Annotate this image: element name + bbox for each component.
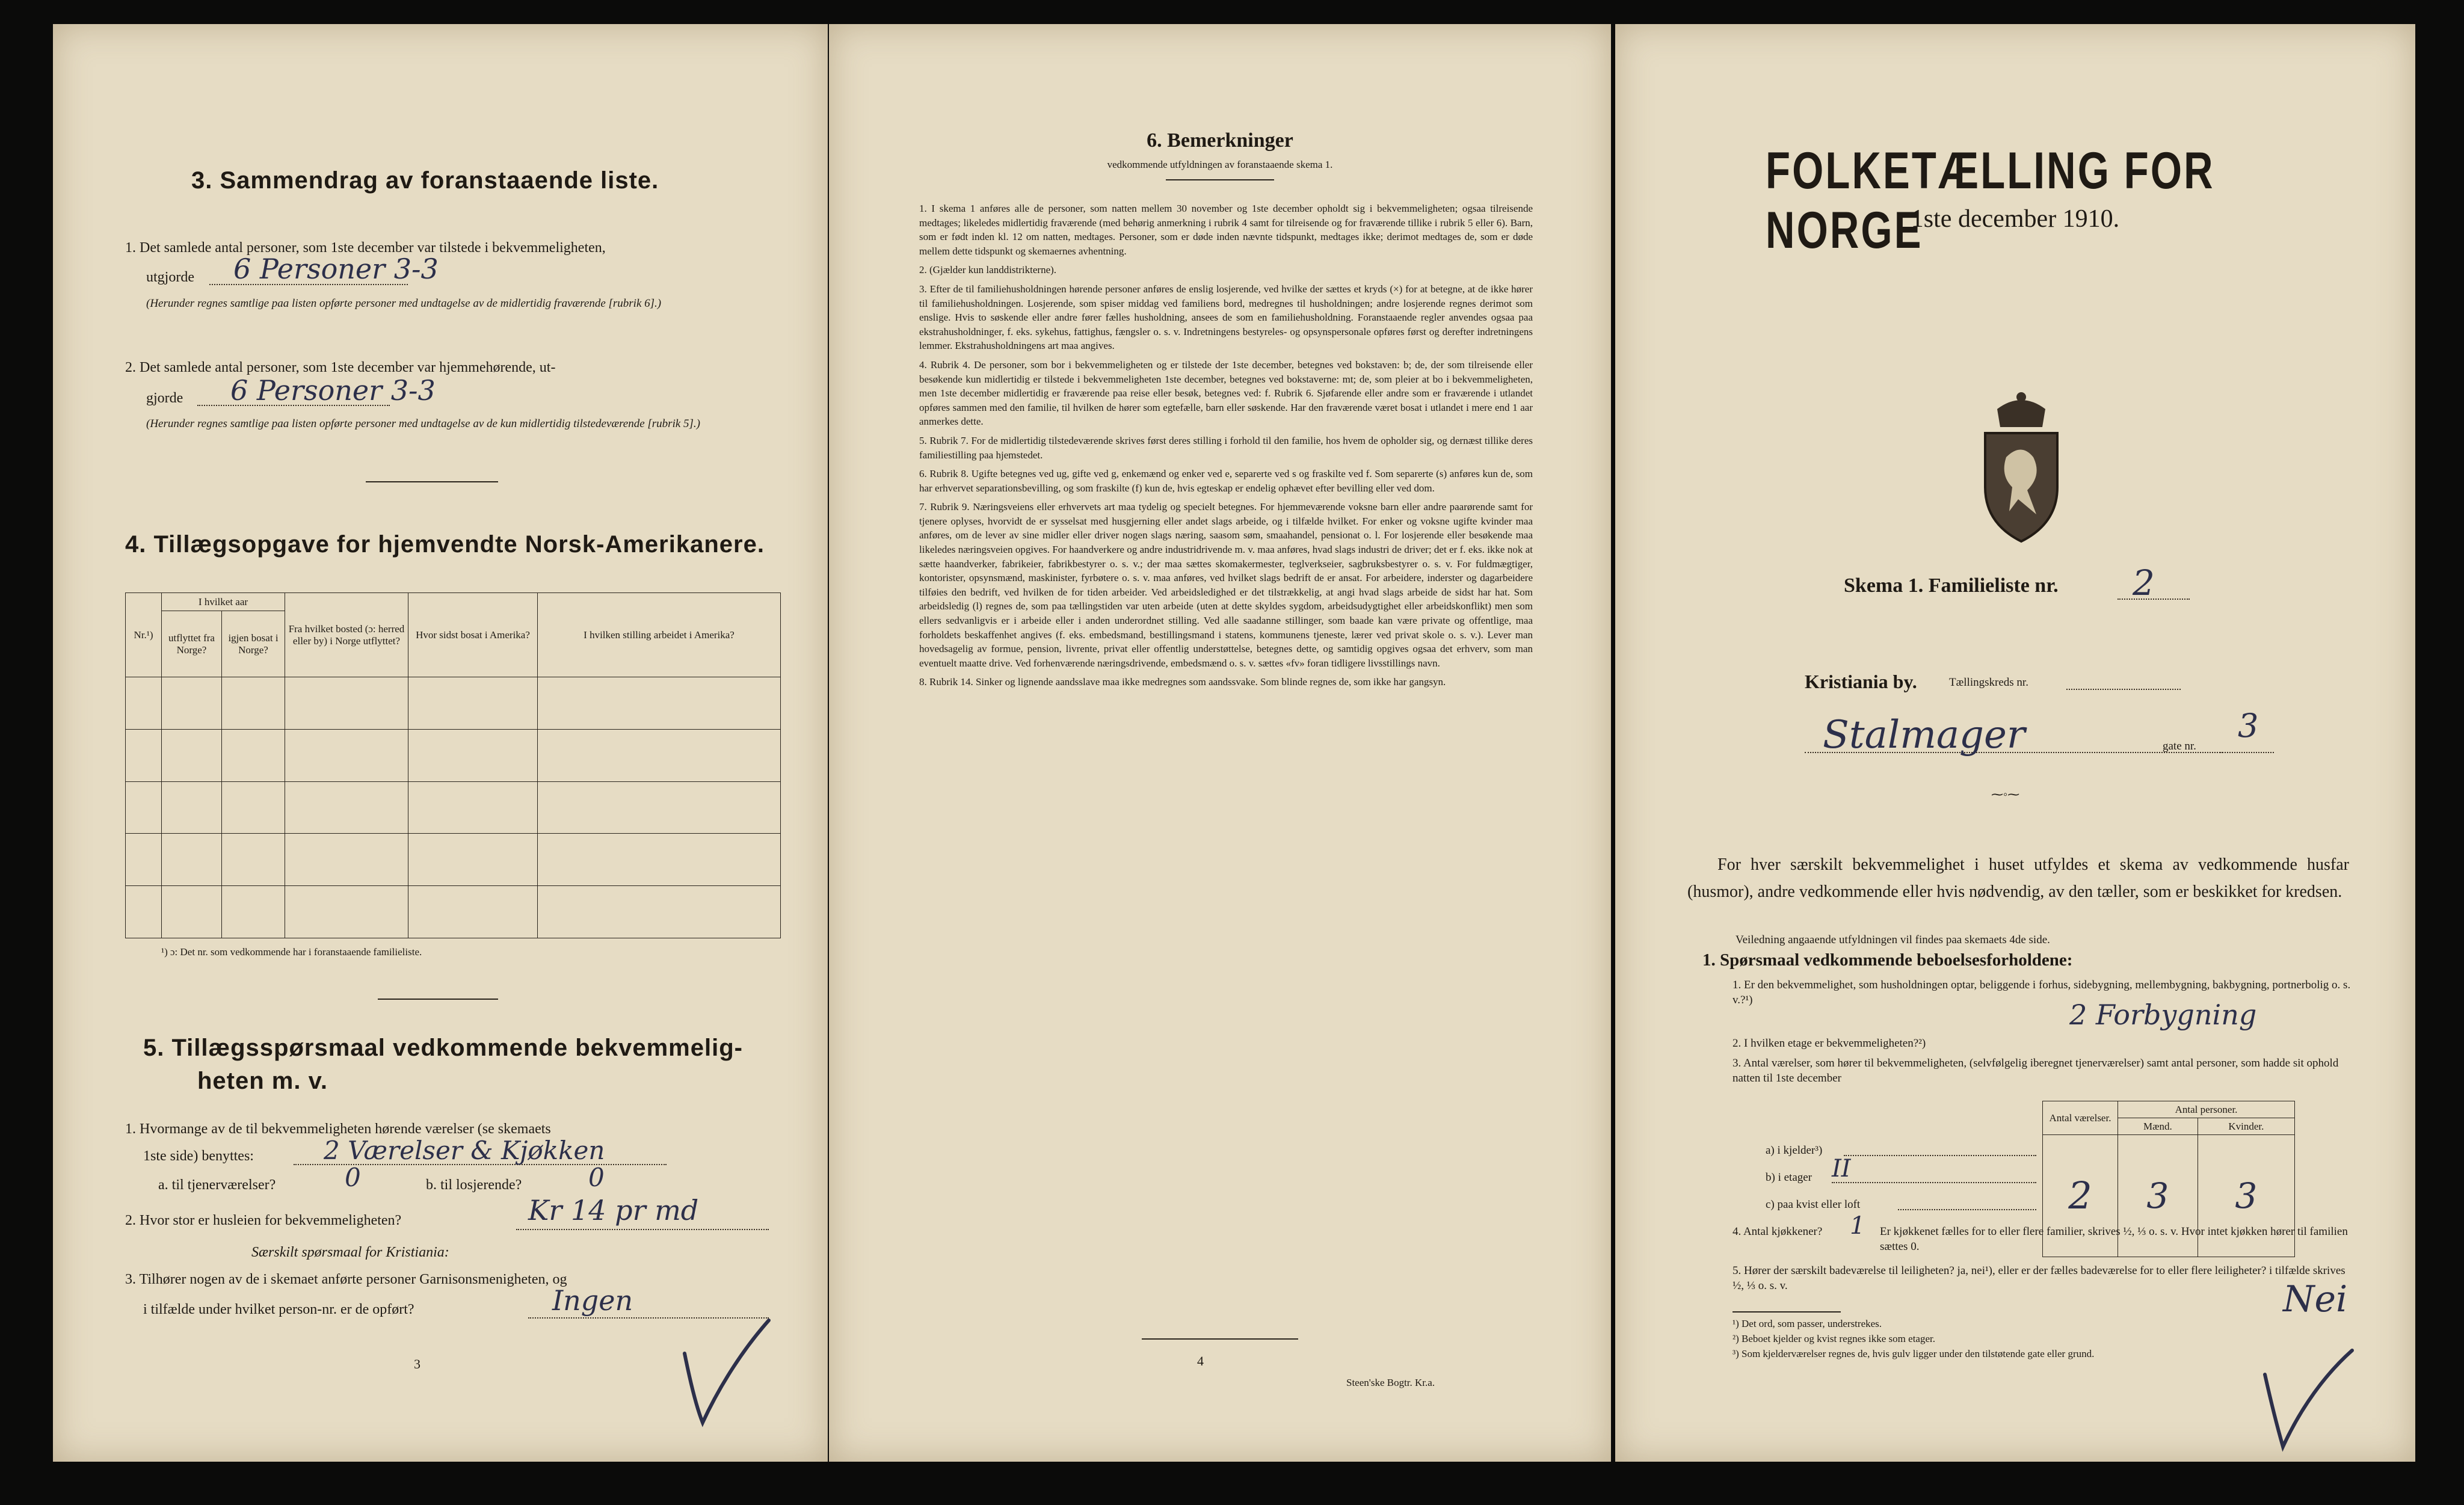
row-kjelder: a) i kjelder³): [1766, 1144, 1823, 1157]
q5-3-answer: Ingen: [552, 1284, 633, 1317]
kristiania-by: Kristiania by.: [1805, 671, 1917, 692]
q2-text: 2. Det samlede antal personer, som 1ste december var hjemmehørende, ut-: [125, 360, 556, 375]
q5-1b: 1ste side) benyttes:: [143, 1148, 254, 1164]
footnote-1: ¹) Det ord, som passer, understrekes.: [1732, 1318, 1882, 1329]
table-row: [126, 834, 781, 886]
q5-1d-label: b. til losjerende?: [426, 1177, 522, 1193]
section-3-title: 3. Sammendrag av foranstaaende liste.: [191, 167, 659, 194]
q2-note: (Herunder regnes samtlige paa listen opførte personer med undtagelse av de kun midlertidig tilstedeværende [rubrik 5].): [146, 417, 700, 430]
q5-1-answer: 2 Værelser & Kjøkken: [324, 1136, 605, 1165]
gate-number: 3: [2238, 707, 2259, 745]
col-kvinder: Kvinder.: [2198, 1118, 2294, 1135]
q2-gjorde: gjorde: [146, 390, 183, 406]
q1-utgjorde: utgjorde: [146, 269, 194, 285]
table-footnote: ¹) ɔ: Det nr. som vedkommende har i foranstaaende familieliste.: [161, 946, 422, 958]
census-date: 1ste december 1910.: [1911, 205, 2120, 233]
q2-answer: 6 Personer 3-3: [230, 374, 436, 407]
q5-3a: 3. Tilhører nogen av de i skemaet anførte personer Garnisonsmenigheten, og: [125, 1272, 567, 1287]
q1-text: 1. Det samlede antal personer, som 1ste december var tilstede i bekvemmeligheten,: [125, 240, 606, 256]
footnote-2: ²) Beboet kjelder og kvist regnes ikke som etager.: [1732, 1333, 1935, 1344]
checkmark-icon: [2253, 1341, 2361, 1456]
gate-label: gate nr.: [2163, 740, 2196, 752]
section-4-title: 4. Tillægsopgave for hjemvendte Norsk-Amerikanere.: [125, 531, 765, 558]
q4-text: 4. Antal kjøkkener?: [1732, 1225, 1823, 1238]
table-row: [126, 781, 781, 834]
q4-answer: 1: [1850, 1212, 1865, 1240]
q5-3b: i tilfælde under hvilket person-nr. er de opført?: [143, 1302, 414, 1317]
col-antal-vaerelser: Antal værelser.: [2043, 1101, 2118, 1135]
bemerkninger-subtitle: vedkommende utfyldningen av foranstaaende skema 1.: [1107, 159, 1333, 170]
col-stilling: I hvilken stilling arbeidet i Amerika?: [538, 593, 781, 677]
note-8: 8. Rubrik 14. Sinker og lignende aandsslave maa ikke medregnes som aandssvake. Som blinde regnes de, som ikke har gangsyn.: [919, 676, 1446, 688]
kvinder-answer: 3: [2198, 1135, 2294, 1257]
q5-2-answer: Kr 14 pr md: [528, 1194, 699, 1226]
row-etager: b) i etager: [1766, 1171, 1813, 1184]
table-row: [126, 886, 781, 938]
q4-rest: Er kjøkkenet fælles for to eller flere familier, skrives ½, ⅓ o. s. v. Hvor intet kjøkken hører til familien sættes 0.: [1880, 1225, 2348, 1253]
note-5: 5. Rubrik 7. For de midlertidig tilstedeværende skrives først deres stilling i forhold til den familie, hos hvem de opholder sig, og dernæst tillike deres familiestilling paa hjemstedet.: [919, 434, 1533, 461]
q3-text: 3. Antal værelser, som hører til bekvemmeligheten, (selvfølgelig iberegnet tjenerværelser) samt antal personer, som hadde sit ophold natten til 1ste december: [1732, 1057, 2339, 1085]
table-row: [126, 729, 781, 781]
familieliste-number: 2: [2133, 562, 2155, 603]
note-7: 7. Rubrik 9. Næringsveiens eller erhvervets art maa tydelig og specielt betegnes. For hjemmeværende voksne barn eller andre paarørende samt for tjenere oplyses, hvorvidt de er sysselsat med husgjerning eller andet slags arbeide, og i tilfælde hvilket. For enker og voksne ugifte kvinder maa anføres, om de lever av sine midler eller driver nogen slags næring, saasom søm, smaahandel, pensionat o. l. For losjerende eller besøkende maa likeledes næringsveien opgives. For haandverkere og andre industridrivende m. v. maa anføres, hvad slags industri de driver; det er f. eks. ikke nok at sætte haandverker, fabrikeier, fabrikbestyrer o. s. v.; der maa sættes skomakermester, teglverkseier, sagbruksbestyrer o. s. v. For fuldmægtiger, kontorister, opsynsmænd, maskinister, fyrbøtere o. s. v. maa anføres, ved hvilket slags bedrift de er ansat. For arbeidere, inderster og dagarbeidere tilføies den bedrift, ved hvilken de for tiden arbeider. Ved arbeidsledighed er det tilstrækkelig, at angi hvad slags arbeide de sidst har hat. Som arbeidsledig (l) regnes de, som paa tællingstiden var uten arbeide (uten at dette skyldes sygdom, arbeidsudygtighet eller arbeidskonflikt) men som ellers sedvanligvis er i arbeide eller i anden underordnet stilling. Ved alle saadanne stillinger, som baade kan være private og offentlige, maa forholdets beskaffenhet angives (f. eks. embedsmand, bestillingsmand i statens, kommunens tjeneste, lærer ved privat skole o. s. v.). Lever man hovedsagelig av formue, pension, livrente, privat eller offentlig understøttelse, betegnes dette, og samtidig opgives ogsaa det erhverv, som man eventuelt maatte drive. Ved forhenværende næringsdrivende, embedsmænd o. s. v. sættes «fv» foran tidligere livsstillings navn.: [919, 501, 1533, 669]
col-antal-personer: Antal personer.: [2118, 1101, 2295, 1118]
note-3: 3. Efter de til familiehusholdningen hørende personer anføres de enslig losjerende, ved hvilke der sættes et kryds (×) for at betegne, at de ikke hører til familiehusholdningen. Losjerende, som spiser middag ved familiens bord, medregnes til husholdningen; andre losjerende regnes derimot som enslige. Hvis to søskende eller andre fører fælles husholdning, ansees de som en familiehusholdning. Foranstaaende regler anvendes ogsaa paa ekstrahusholdninger, f. eks. sykehus, fattighus, fængsler o. s. v. Indretningens bestyreles- og opsynspersonale opføres først og derefter indretningens lemmer. Ekstrahusholdningens art maa angives.: [919, 283, 1533, 352]
bemerkninger-title: 6. Bemerkninger: [1147, 129, 1293, 152]
section-5-title-2: heten m. v.: [197, 1068, 328, 1094]
col-nr: Nr.¹): [126, 593, 162, 677]
q5-1c-label: a. til tjenerværelser?: [158, 1177, 276, 1193]
q5-1d-answer: 0: [588, 1163, 605, 1192]
skema-label: Skema 1. Familieliste nr.: [1844, 574, 2059, 597]
table-row: [126, 677, 781, 730]
bemerkninger-body: [919, 202, 1533, 694]
q5-answer: Nei: [2283, 1278, 2348, 1320]
intro-text: For hver særskilt bekvemmelighet i huset utfyldes et skema av vedkommende husfar (husmor), andre vedkommende eller hvis nødvendig, av den tæller, som er beskikket for kredsen.: [1687, 855, 2349, 901]
q1-note: (Herunder regnes samtlige paa listen opførte personer med undtagelse av de midlertidig fraværende [rubrik 6].): [146, 297, 662, 310]
page-number: 4: [1197, 1353, 1204, 1368]
street-answer: Stalmager: [1823, 713, 2025, 757]
kristiania-heading: Særskilt spørsmaal for Kristiania:: [251, 1245, 449, 1260]
q2-text: 2. I hvilken etage er bekvemmeligheten?²): [1732, 1037, 1926, 1050]
note-2: 2. (Gjælder kun landdistrikterne).: [919, 264, 1057, 276]
veiledning-text: Veiledning angaaende utfyldningen vil findes paa skemaets 4de side.: [1736, 934, 2050, 946]
col-igjen-bosat: igjen bosat i Norge?: [222, 611, 285, 677]
section-5-title-1: 5. Tillægsspørsmaal vedkommende bekvemmelig-: [143, 1035, 743, 1061]
page-1: [1615, 24, 2415, 1462]
q5-text: 5. Hører der særskilt badeværelse til leiligheten? ja, nei¹), eller er der fælles badeværelse for to eller flere leiligheter? i tilfælde skrives ½, ⅓ o. s. v.: [1732, 1264, 2345, 1292]
checkmark-icon: [667, 1311, 775, 1432]
row-kvist: c) paa kvist eller loft: [1766, 1198, 1861, 1211]
q1-answer: 6 Personer 3-3: [233, 253, 439, 285]
printer-mark: Steen'ske Bogtr. Kr.a.: [1346, 1377, 1435, 1388]
note-6: 6. Rubrik 8. Ugifte betegnes ved ug, gifte ved g, enkemænd og enker ved e, separerte ved s og fraskilte ved f. Som separerte (s) anføres kun de, som har erhvervet separationsbevilling, og som fraskilte (f) kun de, hvis egteskap er endelig ophævet efter bevilling eller ved dom.: [919, 468, 1533, 494]
page-number: 3: [414, 1356, 420, 1371]
footnote-3: ³) Som kjelderværelser regnes de, hvis gulv ligger under den tilstøtende gate eller grund.: [1732, 1348, 2095, 1359]
col-sidst-bosat: Hvor sidst bosat i Amerika?: [408, 593, 538, 677]
taellingskreds-label: Tællingskreds nr.: [1949, 676, 2028, 689]
census-title: FOLKETÆLLING FOR NORGE: [1766, 142, 2215, 259]
col-utflyttet: utflyttet fra Norge?: [162, 611, 222, 677]
q1-answer: 2 Forbygning: [2069, 999, 2257, 1031]
sporsmaal-heading: 1. Spørsmaal vedkommende beboelsesforholdene:: [1702, 950, 2073, 970]
col-fra-bosted: Fra hvilket bosted (ɔ: herred eller by) i Norge utflyttet?: [285, 593, 408, 677]
note-1: 1. I skema 1 anføres alle de personer, som natten mellem 30 november og 1ste december opholdt sig i bekvemmeligheten; ogsaa tilreisende medtages; likeledes midlertidig fraværende (med behørig anmerkning i rubrik 4 samt for tilreisende og for fraværende tillike i rubrik 5 eller 6). Barn, som er født inden kl. 12 om natten, medtages. Personer, som er døde inden nævnte tidspunkt, medtages ikke; derimot medtages de, som er døde mellem dette tidspunkt og skemaernes avhentning.: [919, 203, 1533, 257]
q5-2-text: 2. Hvor stor er husleien for bekvemmeligheten?: [125, 1213, 402, 1228]
row-etager-answer: II: [1832, 1155, 1851, 1183]
col-hvilket-aar: I hvilket aar: [162, 593, 285, 611]
coat-of-arms-icon: [1961, 385, 2081, 547]
ornament: ⁓◦⁓: [1991, 788, 2020, 801]
q5-1a: 1. Hvormange av de til bekvemmeligheten hørende værelser (se skemaets: [125, 1121, 551, 1137]
q5-1c-answer: 0: [345, 1163, 361, 1192]
q1-text: 1. Er den bekvemmelighet, som husholdningen optar, beliggende i forhus, sidebygning, mellembygning, bakbygning, portnerbolig o. s. v.?¹): [1732, 979, 2351, 1006]
page-4: [829, 24, 1611, 1462]
col-maend: Mænd.: [2118, 1118, 2198, 1135]
page-3: [53, 24, 828, 1462]
vaerelser-answer: 2: [2043, 1135, 2118, 1257]
note-4: 4. Rubrik 4. De personer, som bor i bekvemmeligheten og er tilstede der 1ste december, betegnes ved bokstaven: b; de, der som tilreisende eller besøkende kun midlertidig er tilstede i bekvemmeligheten 1ste december, betegnes ved bokstaverne: mt; de, som pleier at bo i bekvemmeligheten, men 1ste december midlertidig er fraværende paa reise eller besøk, betegnes ved: f. Rubrik 6. Sjøfarende eller andre som er fraværende i utlandet opføres sammen med den familie, til hvilken de hører som egtefælle, barn eller søskende. Har den fraværende været bosat i utlandet i mere end 1 aar anmerkes dette.: [919, 359, 1533, 428]
norsk-amerikanere-table: [125, 592, 781, 938]
maend-answer: 3: [2118, 1135, 2198, 1257]
